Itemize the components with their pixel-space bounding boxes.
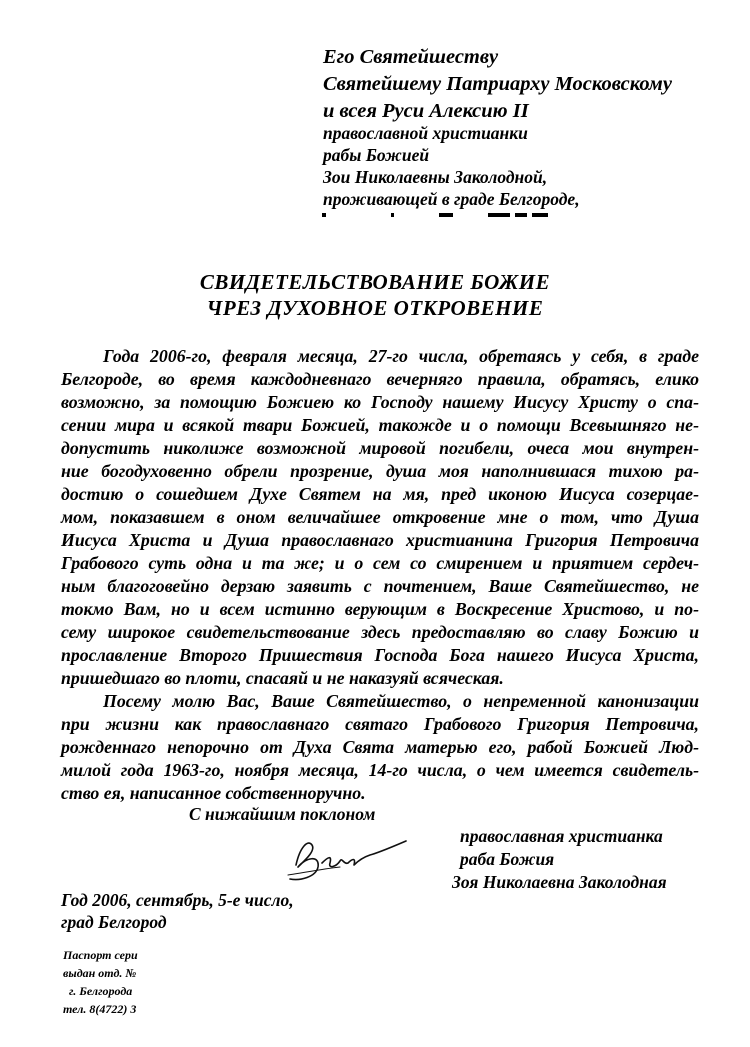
body-line: сении мира и всякой твари Божией, такожде и о помощи Всевышняго не- <box>61 415 699 435</box>
body-line: возможно, за помощию Божиею ко Господу нашему Иисусу Христу о спа- <box>61 392 699 412</box>
document-title-line-1: СВИДЕТЕЛЬСТВОВАНИЕ БОЖИЕ <box>199 270 551 294</box>
body-line: пришедшаго во плоти, спасаяй и не наказуяй всяческая. <box>61 668 504 688</box>
sender-name: Зоя Николаевна Заколодная <box>452 872 667 892</box>
body-line: Грабового суть одна и та же; и о сем со смирением и приятием сердеч- <box>61 553 699 573</box>
redacted-address-line <box>322 213 622 219</box>
sender-line-3: Зои Николаевны Заколодной, <box>323 167 548 187</box>
sender-line-4: проживающей в граде Белгороде, <box>323 189 580 209</box>
place-line: град Белгород <box>61 912 167 932</box>
body-line: мом, показавшем в оном величайшее откровение мне о том, что Душа <box>61 507 699 527</box>
body-line: ство ея, написанное собственноручно. <box>61 783 366 803</box>
addressee-line-2: Святейшему Патриарху Московскому <box>323 73 672 95</box>
passport-line: Паспорт сери <box>63 948 138 962</box>
closing-bow: С нижайшим поклоном <box>189 804 376 824</box>
document-title-line-2: ЧРЕЗ ДУХОВНОЕ ОТКРОВЕНИЕ <box>206 296 544 320</box>
passport-line: тел. 8(4722) 3 <box>63 1002 137 1016</box>
body-line: ние богодуховенно обрели прозрение, душа моя наполнившася тихою ра- <box>61 461 699 481</box>
body-line: допустить николиже возможной мировой погибели, очеса мои внутрен- <box>61 438 699 458</box>
body-line: милой года 1963-го, ноября месяца, 14-го числа, о чем имеется свидетель- <box>61 760 699 780</box>
body-line: достию о сошедшем Духе Святем на мя, пред иконою Иисуса созерцае- <box>61 484 699 504</box>
passport-line: г. Белгорода <box>69 984 133 998</box>
sender-title: православная христианка <box>460 826 663 846</box>
passport-line: выдан отд. № <box>63 966 137 980</box>
body-line: рожденнаго непорочно от Духа Свята матерью его, рабой Божией Люд- <box>61 737 699 757</box>
sender-role: раба Божия <box>460 849 555 869</box>
handwritten-signature-icon <box>282 827 422 892</box>
body-line: сему широкое свидетельствование здесь предоставляю во славу Божию и <box>61 622 699 642</box>
body-line: Посему молю Вас, Ваше Святейшество, о непременной канонизации <box>103 691 699 711</box>
date-line: Год 2006, сентябрь, 5-е число, <box>61 890 294 910</box>
body-line: Иисуса Христа и Душа православнаго христианина Григория Петровича <box>61 530 699 550</box>
body-line: Года 2006-го, февраля месяца, 27-го числа, обретаясь у себя, в граде <box>103 346 699 366</box>
body-line: при жизни как православнаго святаго Грабового Григория Петровича, <box>61 714 699 734</box>
body-line: токмо Вам, но и всем истинно верующим в Воскресение Христово, и по- <box>61 599 699 619</box>
body-line: ным благоговейно дерзаю заявить с почтением, Ваше Святейшество, не <box>61 576 699 596</box>
body-line: прославление Второго Пришествия Господа Бога нашего Иисуса Христа, <box>61 645 699 665</box>
sender-line-1: православной христианки <box>323 123 528 143</box>
body-line: Белгороде, во время каждодневнаго вечерняго правила, обратясь, елико <box>61 369 699 389</box>
sender-line-2: рабы Божией <box>323 145 430 165</box>
addressee-line-3: и всея Руси Алексию II <box>323 100 529 122</box>
addressee-line-1: Его Святейшеству <box>323 46 499 68</box>
